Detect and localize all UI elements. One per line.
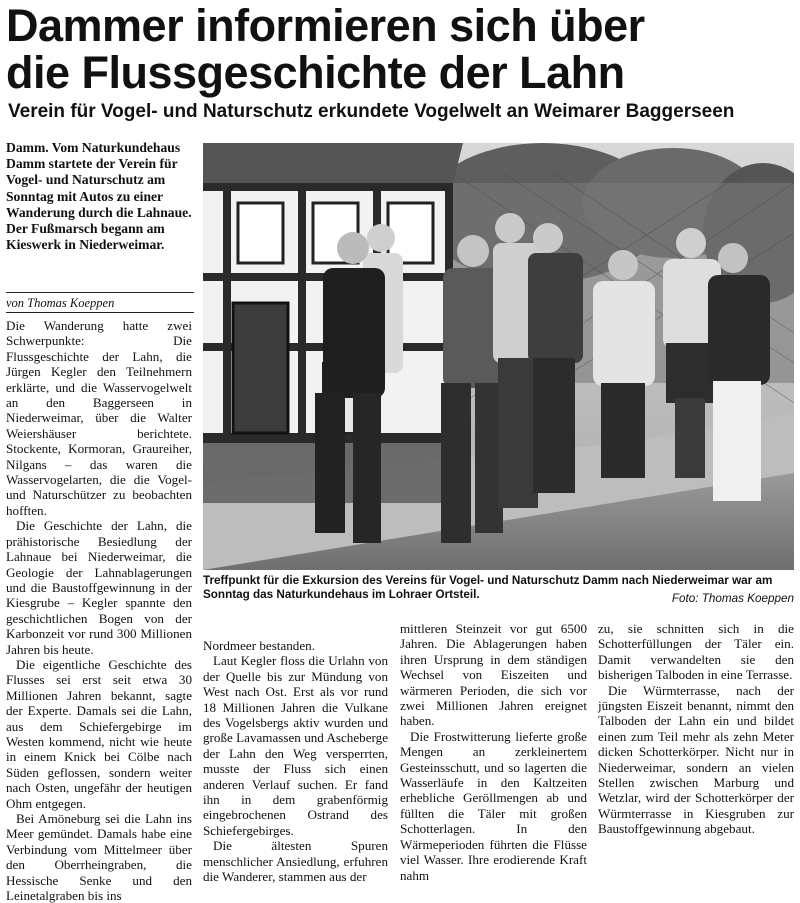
- headline-line-2: die Flussgeschichte der Lahn: [6, 47, 625, 98]
- article-column-4: [598, 621, 794, 837]
- subheadline: Verein für Vogel- und Naturschutz erkundete Vogelwelt an Weimarer Baggerseen: [8, 101, 735, 122]
- article-column-1: [6, 318, 192, 903]
- byline: von Thomas Koeppen: [6, 296, 115, 310]
- divider: [6, 312, 194, 313]
- article-column-2: [203, 638, 388, 885]
- group-photo: [203, 143, 794, 570]
- divider: [6, 292, 194, 293]
- paragraph: mittleren Steinzeit vor gut 6500 Jahren. Die Ablagerungen haben ihren Ursprung in dem ständigen Wechsel von Eiszeiten und wärmeren Perioden, die sich vor zwei Millionen Jahren ereignet haben.: [400, 621, 587, 729]
- lead-paragraph: Damm. Vom Naturkundehaus Damm startete der Verein für Vogel- und Naturschutz am Sonntag mit Autos zu einer Wanderung durch die Lahnaue. Der Fußmarsch begann am Kieswerk in Niederweimar.: [6, 140, 192, 253]
- paragraph: Laut Kegler floss die Urlahn von der Quelle bis zur Mündung von West nach Ost. Erst als vor rund 18 Millionen Jahren die Vulkane des Vogelsbergs aktiv wurden und große Lavamassen und Ascheberge der Lahn den Weg versperrten, musste der Fluss sich einen anderen Verlauf suchen. Er fand ihn in dem grabenförmig eingebrochenen Ostrand des Schiefergebirges.: [203, 653, 388, 838]
- headline: [6, 2, 796, 96]
- headline-line-1: Dammer informieren sich über: [6, 0, 645, 51]
- photo-credit: Foto: Thomas Koeppen: [671, 592, 794, 605]
- paragraph: Die Geschichte der Lahn, die prähistorische Besiedlung der Lahnaue bei Niederweimar, die Geologie der Lahnablagerungen und die Baustoffgewinnung in der Kiesgrube – Kegler spannte den geschichtlichen Bogen von der Karbonzeit vor rund 300 Millionen Jahren bis heute.: [6, 518, 192, 657]
- photo-caption: Treffpunkt für die Exkursion des Vereins für Vogel- und Naturschutz Damm nach Niederweimar war am Sonntag das Naturkundehaus im Lohraer Ortsteil.: [203, 574, 773, 602]
- paragraph: zu, sie schnitten sich in die Schotterfüllungen der Täler ein. Damit verwandelten sie den bisherigen Talboden in eine Terrasse.: [598, 621, 794, 683]
- paragraph: Bei Amöneburg sei die Lahn ins Meer gemündet. Damals habe eine Verbindung vom Mittelmeer über den Oberrheingraben, die Hessische Senke und den Leinetalgraben bis ins: [6, 811, 192, 903]
- paragraph: Nordmeer bestanden.: [203, 638, 315, 653]
- paragraph: Die Frostwitterung lieferte große Mengen an zerkleinertem Gesteinsschutt, und so lagerten die Wasserläufe in den Kaltzeiten erhebliche Geröllmengen ab und füllten die Täler mit großen Schotterlagen. In den Wärmeperioden führten die Flüsse viel Wasser. Ihre erodierende Kraft nahm: [400, 728, 587, 883]
- paragraph: Die Wanderung hatte zwei Schwerpunkte: Die Flussgeschichte der Lahn, die Jürgen Kegler den Teilnehmern erklärte, und die Wasservogelwelt an den Baggerseen in Niederweimar, über die Walter Weiershäuser berichtete. Stockente, Kormoran, Graureiher, Nilgans – das waren die Wasservogelarten, die die Vogel- und Naturschützer zu beobachten hofften.: [6, 318, 192, 518]
- paragraph: Die eigentliche Geschichte des Flusses sei erst seit etwa 30 Millionen Jahren bekannt, sagte der Experte. Damals sei die Lahn, aus dem Schiefergebirge im Westen kommend, nicht wie heute in einem Knick bei Cölbe nach Süden geflossen, sondern weiter nach Osten, ungefähr der heutigen Ohm entgegen.: [6, 656, 192, 811]
- paragraph: Die ältesten Spuren menschlicher Ansiedlung, erfuhren die Wanderer, stammen aus der: [203, 838, 388, 885]
- photo-illustration: [203, 143, 794, 570]
- article-column-3: [400, 621, 587, 883]
- paragraph: Die Würmterrasse, nach der jüngsten Eiszeit benannt, nimmt den Talboden der Lahn ein und bildet einen zum Teil mehr als zehn Meter dicken Schotterkörper. Nicht nur in Niederweimar, sondern an vielen Stellen zwischen Marburg und Wetzlar, wird der Schotterkörper der Würmterrasse in Kiesgruben zur Baustoffgewinnung abgebaut.: [598, 682, 794, 837]
